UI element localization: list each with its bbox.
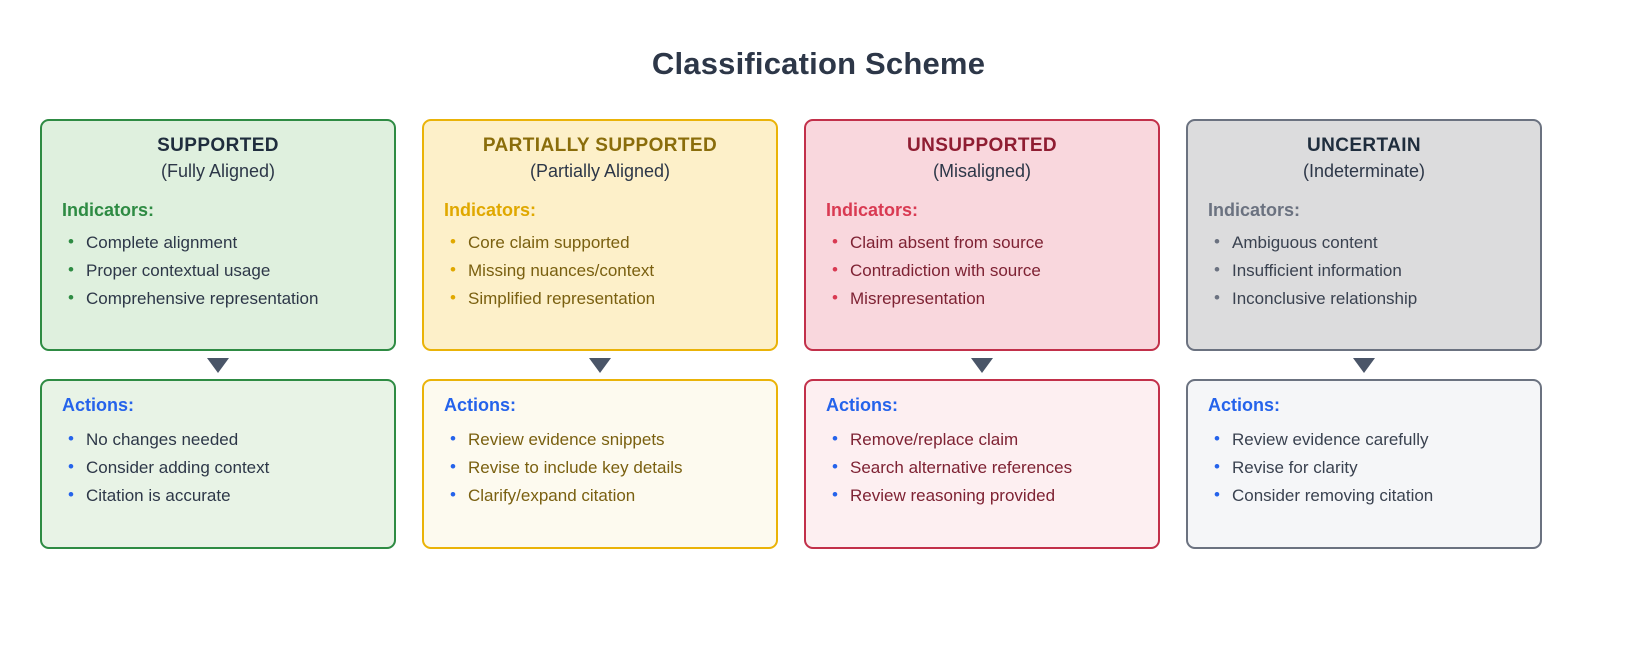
arrow-partially-supported	[422, 351, 778, 379]
arrow-unsupported	[804, 351, 1160, 379]
classification-columns	[0, 119, 1637, 549]
card-supported-actions[interactable]	[40, 379, 396, 549]
column-supported	[40, 119, 396, 549]
card-subtitle: (Partially Aligned)	[529, 161, 671, 181]
card-partially-supported-definition[interactable]	[422, 119, 778, 351]
list-item: • Complete alignment	[68, 229, 374, 257]
indicators-label: Indicators:	[444, 200, 537, 220]
list-item: • Revise to include key details	[450, 454, 756, 482]
card-subtitle: (Indeterminate)	[1302, 161, 1426, 181]
list-item: • Core claim supported	[450, 229, 756, 257]
card-unsupported-definition[interactable]	[804, 119, 1160, 351]
actions-label: Actions:	[444, 395, 516, 415]
list-item: • Insufficient information	[1214, 257, 1520, 285]
arrow-supported	[40, 351, 396, 379]
list-item: • Review evidence carefully	[1214, 426, 1520, 454]
actions-list	[444, 426, 756, 510]
list-item: • Remove/replace claim	[832, 426, 1138, 454]
list-item: • Misrepresentation	[832, 285, 1138, 313]
list-item: • Revise for clarity	[1214, 454, 1520, 482]
card-subtitle: (Fully Aligned)	[160, 161, 276, 181]
triangle-down-icon	[1353, 358, 1375, 373]
actions-list	[826, 426, 1138, 510]
indicators-label: Indicators:	[826, 200, 919, 220]
list-item: • Clarify/expand citation	[450, 482, 756, 510]
list-item: • Contradiction with source	[832, 257, 1138, 285]
actions-label: Actions:	[826, 395, 898, 415]
card-title: PARTIALLY SUPPORTED	[482, 135, 718, 156]
card-partially-supported-actions[interactable]	[422, 379, 778, 549]
card-title: UNSUPPORTED	[906, 135, 1058, 156]
triangle-down-icon	[207, 358, 229, 373]
actions-list	[1208, 426, 1520, 510]
column-uncertain	[1186, 119, 1542, 549]
list-item: • No changes needed	[68, 426, 374, 454]
card-title: SUPPORTED	[157, 135, 279, 156]
list-item: • Simplified representation	[450, 285, 756, 313]
list-item: • Search alternative references	[832, 454, 1138, 482]
list-item: • Ambiguous content	[1214, 229, 1520, 257]
actions-label: Actions:	[62, 395, 134, 415]
card-uncertain-actions[interactable]	[1186, 379, 1542, 549]
list-item: • Consider removing citation	[1214, 482, 1520, 510]
list-item: • Inconclusive relationship	[1214, 285, 1520, 313]
arrow-uncertain	[1186, 351, 1542, 379]
indicators-list	[62, 229, 374, 313]
list-item: • Review reasoning provided	[832, 482, 1138, 510]
triangle-down-icon	[971, 358, 993, 373]
card-unsupported-actions[interactable]	[804, 379, 1160, 549]
card-subtitle: (Misaligned)	[932, 161, 1032, 181]
list-item: • Missing nuances/context	[450, 257, 756, 285]
diagram-canvas	[0, 46, 1637, 670]
card-supported-definition[interactable]	[40, 119, 396, 351]
column-unsupported	[804, 119, 1160, 549]
indicators-list	[1208, 229, 1520, 313]
list-item: • Citation is accurate	[68, 482, 374, 510]
triangle-down-icon	[589, 358, 611, 373]
actions-label: Actions:	[1208, 395, 1280, 415]
card-title: UNCERTAIN	[1306, 135, 1422, 156]
page-title: Classification Scheme	[651, 46, 986, 81]
list-item: • Consider adding context	[68, 454, 374, 482]
indicators-list	[444, 229, 756, 313]
indicators-label: Indicators:	[1208, 200, 1301, 220]
card-uncertain-definition[interactable]	[1186, 119, 1542, 351]
indicators-label: Indicators:	[62, 200, 155, 220]
indicators-list	[826, 229, 1138, 313]
list-item: • Review evidence snippets	[450, 426, 756, 454]
actions-list	[62, 426, 374, 510]
list-item: • Comprehensive representation	[68, 285, 374, 313]
list-item: • Claim absent from source	[832, 229, 1138, 257]
list-item: • Proper contextual usage	[68, 257, 374, 285]
column-partially-supported	[422, 119, 778, 549]
